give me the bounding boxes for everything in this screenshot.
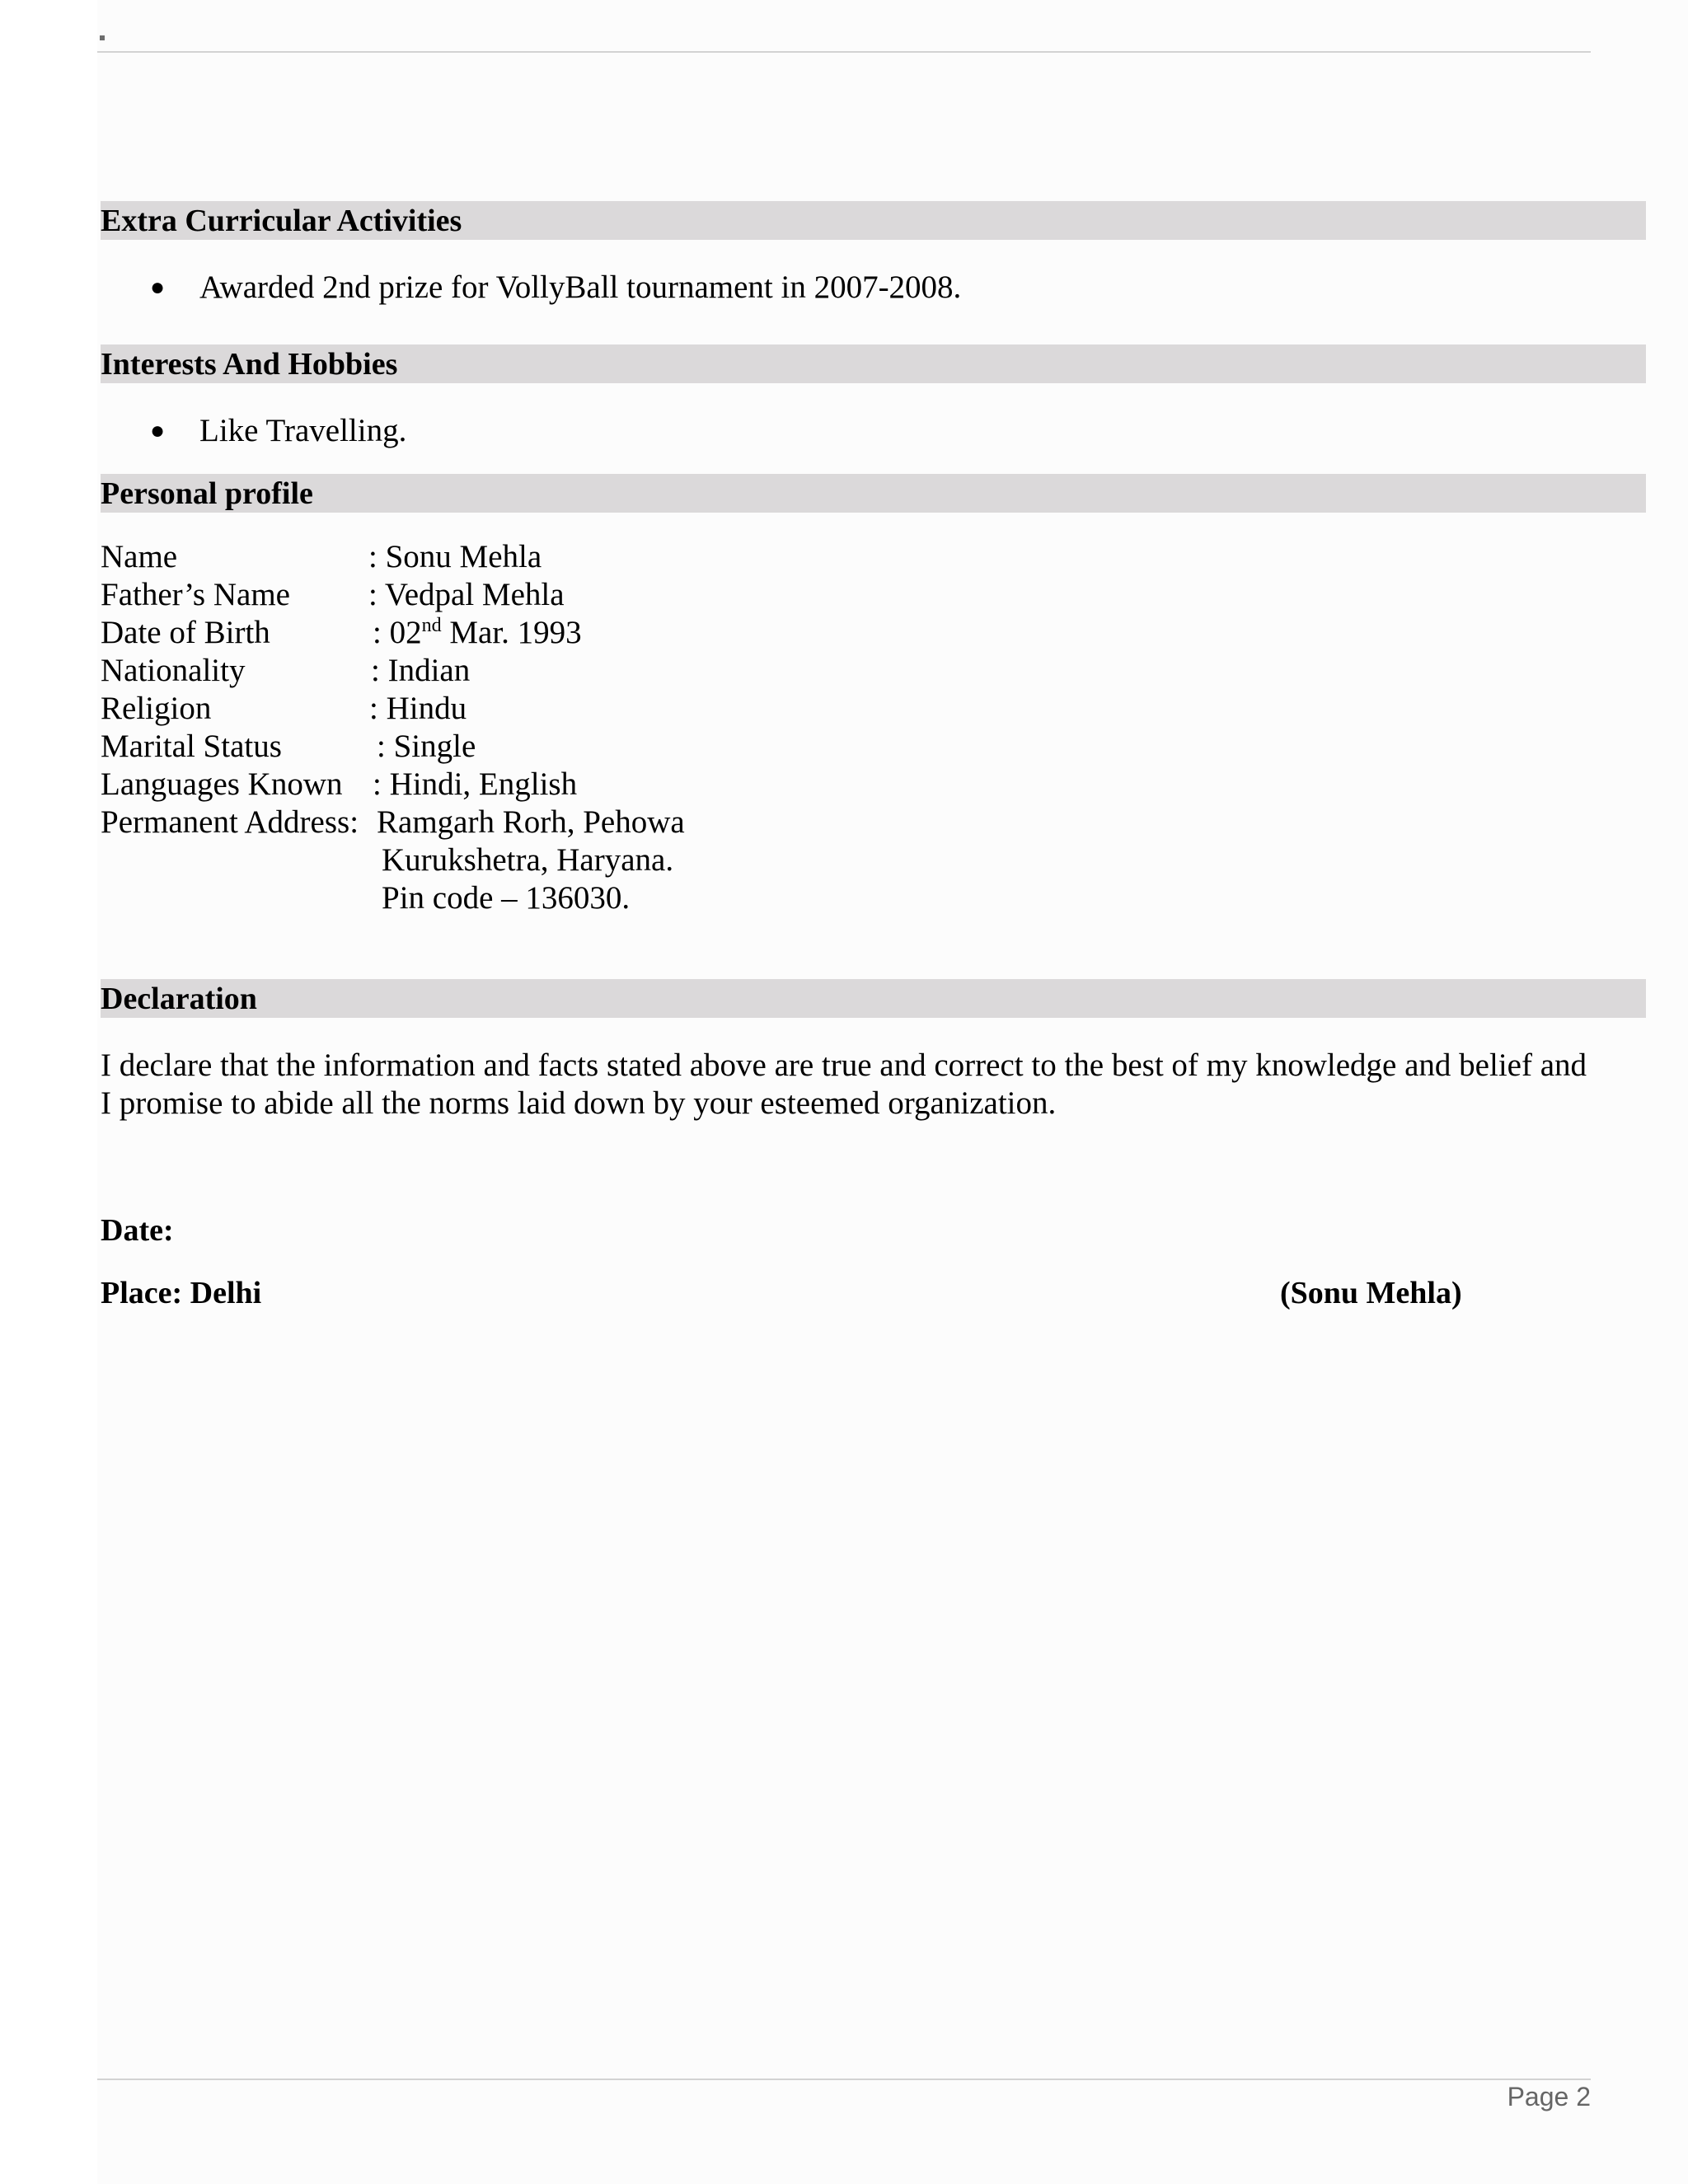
field-label: Religion — [101, 691, 212, 726]
field-label: Permanent Address: — [101, 804, 359, 840]
signature-name: (Sonu Mehla) — [1280, 1276, 1462, 1310]
place-label: Place: Delhi — [101, 1276, 262, 1310]
field-value: : Hindi, English — [373, 766, 578, 802]
dob-rest: Mar. 1993 — [441, 615, 582, 650]
field-label: Father’s Name — [101, 577, 290, 612]
bullet-icon: ● — [150, 274, 166, 302]
header-rule — [97, 51, 1591, 53]
field-value: Ramgarh Rorh, Pehowa — [377, 804, 685, 840]
list-item-text: Like Travelling. — [199, 413, 407, 449]
section-heading-interests — [101, 344, 1646, 383]
declaration-text — [101, 1047, 1650, 1122]
declaration-line: I declare that the information and facts stated above are true and correct to the best of my knowledge and belief and — [101, 1047, 1587, 1083]
header-marker — [100, 35, 105, 40]
field-value: : Indian — [371, 653, 471, 688]
address-line-text: Pin code – 136030. — [382, 880, 631, 916]
field-value: : Vedpal Mehla — [368, 577, 565, 612]
field-value: : Single — [377, 729, 476, 764]
section-title: Extra Curricular Activities — [101, 204, 462, 238]
list-item-text: Awarded 2nd prize for VollyBall tournament in 2007-2008. — [199, 269, 962, 306]
section-heading-declaration — [101, 979, 1646, 1018]
field-label: Date of Birth — [101, 615, 270, 650]
declaration-line: I promise to abide all the norms laid down by your esteemed organization. — [101, 1085, 1057, 1121]
field-value: : Sonu Mehla — [368, 539, 542, 574]
page-number: Page 2 — [1507, 2082, 1591, 2111]
footer-rule — [97, 2079, 1591, 2080]
section-title: Personal profile — [101, 476, 313, 511]
list-item — [150, 266, 961, 307]
dob-day: : 02 — [373, 615, 422, 650]
dob-ordinal: nd — [421, 615, 442, 636]
date-label: Date: — [101, 1213, 174, 1248]
address-line-text: Kurukshetra, Haryana. — [382, 842, 674, 878]
section-title: Declaration — [101, 982, 257, 1016]
list-item — [150, 410, 406, 450]
field-label: Marital Status — [101, 729, 282, 764]
field-value: : Hindu — [369, 691, 467, 726]
field-label: Name — [101, 539, 178, 574]
section-title: Interests And Hobbies — [101, 347, 398, 382]
field-label: Nationality — [101, 653, 246, 688]
bullet-icon: ● — [150, 417, 166, 445]
section-heading-personal-profile — [101, 474, 1646, 513]
field-label: Languages Known — [101, 766, 343, 802]
field-value — [373, 614, 582, 652]
section-heading-extra-curricular — [101, 201, 1646, 240]
